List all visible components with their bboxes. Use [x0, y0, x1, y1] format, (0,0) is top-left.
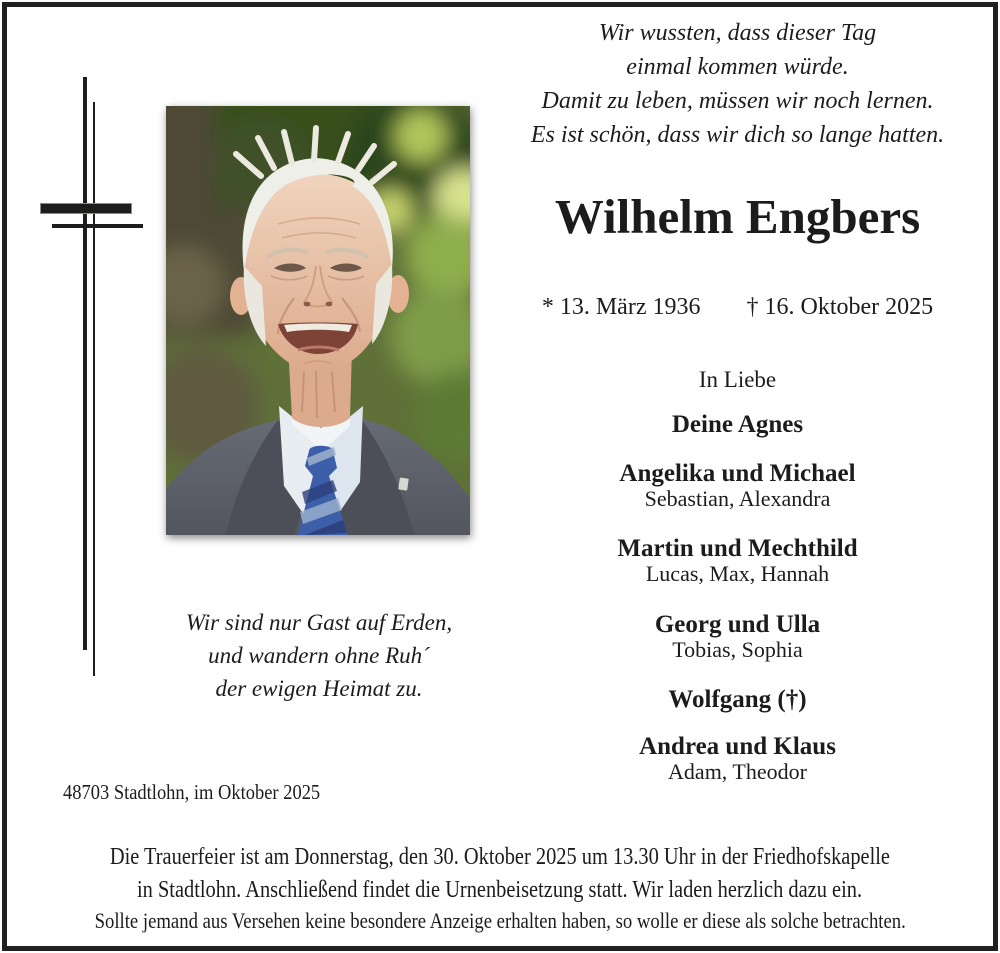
birth-date: * 13. März 1936 [541, 294, 701, 320]
mourner-name: Deine Agnes [671, 411, 804, 438]
cross-horizontal-thin [52, 224, 143, 228]
mourner-group [480, 733, 995, 784]
mourner-name: Wolfgang (†) [668, 686, 807, 713]
funeral-announcement [0, 842, 1000, 908]
verse-line: Wir sind nur Gast auf Erden, [185, 610, 453, 635]
place-dateline: 48703 Stadtlohn, im Oktober 2025 [63, 780, 321, 804]
mourner-name: Angelika und Michael [619, 460, 856, 487]
disclaimer-note: Sollte jemand aus Versehen keine besondere Anzeige erhalten haben, so wolle er diese als solche betrachten. [94, 908, 906, 933]
mourner-name: Andrea und Klaus [639, 733, 836, 760]
life-dates [480, 294, 995, 321]
closing-line: In Liebe [698, 367, 777, 392]
epigraph-line: Es ist schön, dass wir dich so lange hatten. [530, 122, 945, 148]
mourner-children: Tobias, Sophia [672, 637, 803, 662]
mourner-name: Martin und Mechthild [617, 535, 858, 562]
mourner-children: Sebastian, Alexandra [644, 486, 831, 511]
portrait-photo [166, 106, 470, 535]
funeral-line: Die Trauerfeier ist am Donnerstag, den 30. Oktober 2025 um 13.30 Uhr in der Friedhofskapelle [109, 844, 891, 870]
deceased-name: Wilhelm Engbers [554, 189, 921, 244]
epigraph [480, 16, 995, 152]
cross-vertical-thick [83, 77, 87, 650]
death-date: † 16. Oktober 2025 [746, 294, 934, 320]
funeral-line: in Stadtlohn. Anschließend findet die Urnenbeisetzung statt. Wir laden herzlich dazu ein. [137, 877, 863, 903]
epigraph-line: Wir wussten, dass dieser Tag [598, 20, 877, 46]
mourner-group [480, 686, 995, 713]
verse-line: und wandern ohne Ruh´ [208, 643, 430, 668]
cross-vertical-thin [93, 102, 95, 676]
epigraph-line: einmal kommen würde. [626, 54, 849, 80]
mourner-group [480, 535, 995, 586]
mourner-group [480, 460, 995, 511]
mourner-children: Lucas, Max, Hannah [645, 561, 830, 586]
cross-horizontal-thick [41, 204, 131, 213]
mourner-name: Georg und Ulla [654, 611, 821, 638]
mourner-group [480, 611, 995, 662]
memorial-verse [128, 606, 510, 705]
mourner-children: Adam, Theodor [668, 759, 807, 784]
mourner-group [480, 411, 995, 438]
epigraph-line: Damit zu leben, müssen wir noch lernen. [541, 88, 934, 114]
verse-line: der ewigen Heimat zu. [215, 676, 423, 701]
